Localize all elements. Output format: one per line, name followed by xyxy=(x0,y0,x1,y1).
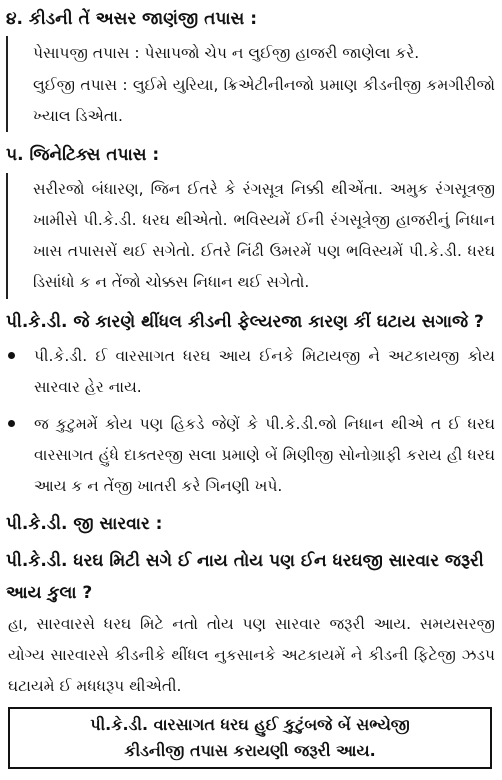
urine-test-paragraph: પેસાપજી તપાસ : પેસાપજો ચેપ ન લુઈજી હાજરી જાણેલા કરે. xyxy=(33,44,420,62)
bullet-item xyxy=(8,341,495,403)
bullet-icon xyxy=(8,420,15,427)
treatment-answer: હા, સારવારસે ધરઘ મિટે નતો તોય પણ સારવાર જરૂરી આય. સમયસરજી યોગ્ય સારવારસે કીડનીકે થીંધલ નુકસાનકે અટકાયમેં ને કીડની ફિટેજી ઝડપ ઘટાયમે ઈ મધધરૂપ થીએતી. xyxy=(8,615,495,695)
treatment-question: પી.કે.ડી. ધરઘ મિટી સગે ઈ નાય તોય પણ ઈન ધરઘજી સારવાર જરૂરી આય કુલા ? xyxy=(6,551,484,603)
bullet-item xyxy=(8,409,495,502)
bullet-text: પી.કે.ડી. ઈ વારસાગત ધરઘ આય ઈનકે મિટાયજી ને અટકાયજી કોય સારવાર હેર નાય. xyxy=(34,347,495,396)
notice-line-1: પી.કે.ડી. વારસાગત ધરઘ હુઈ કુટુંબજે બેં સભ્યેજી xyxy=(90,715,410,734)
blood-test-paragraph: લુઈજી તપાસ : લુઈમે યુરિયા, ક્રિએટીનીનજો પ્રમાણ કીડનીજી કમગીરીજો ખ્યાલ ડિએતા. xyxy=(33,76,495,125)
notice-line-2: કીડનીજી તપાસ કરાયણી જરૂરી આય. xyxy=(124,741,376,760)
prevention-heading: પી.કે.ડી. જે કારણે થીંધલ કીડની ફેલ્યરજા કારણ કીં ઘટાય સગાજે ? xyxy=(6,312,484,332)
section-5-heading: ૫. જિનેટિક્સ તપાસ : xyxy=(6,145,160,165)
section-4-heading: ૪. કીડની તેં અસર જાણંજી તપાસ : xyxy=(6,9,258,29)
treatment-heading: પી.કે.ડી. જી સારવાર : xyxy=(6,514,163,534)
genetics-paragraph: સરીરજો બંધારણ, જિન ઈતરે કે રંગસૂત્ર નિક્કી થીએંતા. અમુક રંગસૂત્રજી ખામીસે પી.કે.ડી. ધરઘ થીએતો. ભવિસ્યમેં ઈની રંગસૂત્રેજી હાજરીનું નિધાન ખાસ તપાસસેં થઈ સગેતો. ઈતરે નિંઢી ઉમરમેં પણ ભવિસ્યમેં પી.કે.ડી. ધરઘ ડિસાંધો ક ન તેંજો ચોક્કસ નિધાન થઈ સગેતો. xyxy=(33,180,495,291)
section-5-left-rule xyxy=(6,173,8,299)
bullet-text: જ કુટુમમેં કોય પણ હિકડે જેણેં કે પી.કે.ડી.જો નિધાન થીએ ત ઈ ધરઘ વારસાગત હુંધે દાક્તરજી સલા પ્રમાણે બેં મિણીજી સોનોગ્રાફી કરાય હી ધરઘ આય ક ન તેંજી ખાતરી કરે ગિનણી ખપે. xyxy=(34,415,495,495)
section-4-left-rule xyxy=(6,36,8,132)
notice-box xyxy=(8,707,492,769)
bullet-icon xyxy=(8,352,15,359)
